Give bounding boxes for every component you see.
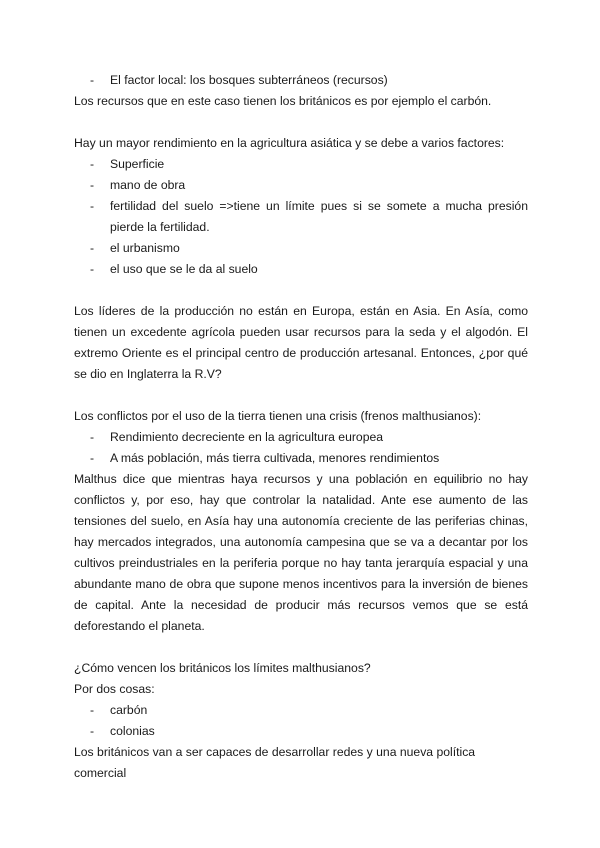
bullet-list-conflicts (74, 427, 528, 469)
paragraph-spacer (74, 637, 528, 658)
list-item: - carbón (74, 700, 528, 721)
list-item: - el uso que se le da al suelo (74, 259, 528, 280)
paragraph-question: ¿Cómo vencen los británicos los límites malthusianos? (74, 661, 371, 675)
paragraph-spacer (74, 385, 528, 406)
list-item: - El factor local: los bosques subterráneos (recursos) (74, 70, 528, 91)
list-item: - Rendimiento decreciente en la agricultura europea (74, 427, 528, 448)
paragraph-two-things: Por dos cosas: (74, 682, 155, 696)
list-item: - Superficie (74, 154, 528, 175)
paragraph-asian-agriculture: Hay un mayor rendimiento en la agricultura asiática y se debe a varios factores: (74, 136, 505, 150)
paragraph-spacer (74, 280, 528, 301)
bullet-list-causes (74, 700, 528, 742)
paragraph-networks: Los británicos van a ser capaces de desarrollar redes y una nueva política comercial (74, 745, 476, 780)
paragraph-spacer (74, 112, 528, 133)
list-item: - mano de obra (74, 175, 528, 196)
paragraph-malthus: Malthus dice que mientras haya recursos y una población en equilibrio no hay conflictos y, por eso, hay que controlar la natalidad. Ante ese aumento de las tensiones del suelo, en Asía hay una autonomía creciente de las periferias chinas, hay mercados integrados, una autonomía campesina que se va a decantar por los cultivos preindustriales en la periferia porque no hay tanta jerarquía espacial y una abundante mano de obra que supone menos incentivos para la inversión de bienes de capital. Ante la necesidad de producir más recursos vemos que se está deforestando el planeta. (74, 472, 528, 633)
list-item: - fertilidad del suelo =>tiene un límite pues si se somete a mucha presión pierde la fertilidad. (74, 196, 528, 238)
list-item: - colonias (74, 721, 528, 742)
document-page (74, 70, 528, 784)
bullet-list-factors (74, 154, 528, 280)
paragraph-land-conflicts: Los conflictos por el uso de la tierra tienen una crisis (frenos malthusianos): (74, 409, 482, 423)
list-item: - el urbanismo (74, 238, 528, 259)
bullet-list-local-factor (74, 70, 528, 91)
paragraph-production-leaders: Los líderes de la producción no están en Europa, están en Asia. En Asía, como tienen un excedente agrícola pueden usar recursos para la seda y el algodón. El extremo Oriente es el principal centro de producción artesanal. Entonces, ¿por qué se dio en Inglaterra la R.V? (74, 304, 528, 381)
list-item: - A más población, más tierra cultivada, menores rendimientos (74, 448, 528, 469)
paragraph-resources: Los recursos que en este caso tienen los británicos es por ejemplo el carbón. (74, 94, 492, 108)
